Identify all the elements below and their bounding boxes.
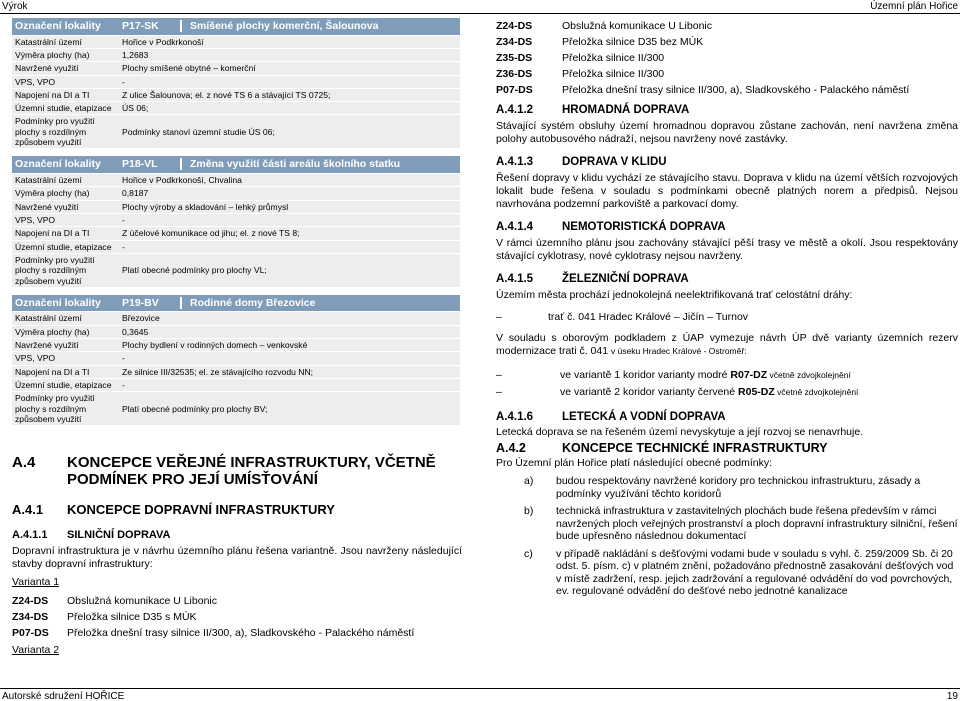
item-letter: c) [524, 547, 533, 560]
route-text: Přeložka silnice II/300 [562, 52, 665, 64]
list-item [12, 609, 462, 625]
footer-author: Autorské sdružení HOŘICE [2, 691, 125, 701]
row-key: Územní studie, etapizace [12, 102, 119, 115]
item-letter: b) [524, 505, 534, 517]
heading-number: A.4.2 [496, 441, 526, 455]
row-value: Hořice v Podkrkonoší [119, 35, 460, 48]
route-text: Přeložka dnešní trasy silnice II/300, a), Sladkovského - Palackého náměstí [562, 84, 910, 96]
list-item [496, 18, 958, 34]
section-a4 [12, 454, 462, 656]
conditions-list [496, 475, 958, 598]
table-row [12, 62, 460, 75]
route-text: Přeložka silnice D35 s MÚK [67, 610, 197, 623]
item-text: ve variantě 1 koridor varianty modré [560, 369, 731, 381]
locality-name: Smíšené plochy komerční, Šalounova [180, 20, 378, 32]
paragraph-a42: Pro Územní plán Hořice platí následující obecné podmínky: [496, 457, 773, 469]
route-code: Z34-DS [496, 36, 533, 48]
table-row [12, 253, 460, 287]
heading-number: A.4.1.3 [496, 156, 534, 168]
heading-a42 [496, 441, 958, 456]
table-row [12, 312, 460, 325]
heading-a41 [12, 502, 462, 517]
variant-1-routes [12, 593, 462, 641]
row-key: Katastrální území [12, 312, 119, 325]
locality-table-p19 [12, 295, 460, 426]
heading-number: A.4.1.5 [496, 273, 534, 285]
heading-number: A.4.1.2 [496, 104, 534, 116]
table-row [12, 75, 460, 88]
list-item [12, 625, 462, 641]
row-key: Podmínky pro využití plochy s rozdílným způsobem využití [12, 115, 119, 149]
locality-label: Označení lokality [12, 18, 119, 35]
route-text: Přeložka silnice II/300 [562, 68, 665, 80]
page-footer [0, 688, 960, 701]
paragraph-text: V souladu s oborovým podkladem z ÚAP vymezuje návrh ÚP dvě varianty územních rezerv modernizace trati č. 041 [496, 332, 958, 357]
row-value: Plochy smíšené obytné – komerční [119, 62, 460, 75]
table-row [12, 227, 460, 240]
paragraph-a413: Řešení dopravy v klidu vychází ze stávajícího stavu. Doprava v klidu na území větších rozvojových lokalit bude řešena v souladu s podmínkami obecně platných norem a předpisů. Nejsou navrhována podzemní parkoviště a parkovací domy. [496, 172, 958, 210]
item-text: budou respektovány navržené koridory pro technickou infrastrukturu, zásady a podmínky využívání těchto koridorů [556, 475, 921, 500]
row-key: Katastrální území [12, 35, 119, 48]
heading-a415 [496, 273, 958, 286]
row-value: Ze silnice III/32535; el. ze stávajícího rozvodu NN; [119, 365, 460, 378]
list-item [12, 593, 462, 609]
list-item [496, 548, 958, 598]
row-key: Výměra plochy (ha) [12, 187, 119, 200]
row-value: - [119, 213, 460, 226]
variant-1-title: Varianta 1 [12, 576, 60, 588]
row-key: Podmínky pro využití plochy s rozdílným způsobem využití [12, 253, 119, 287]
table-row [12, 174, 460, 187]
heading-title: KONCEPCE TECHNICKÉ INFRASTRUKTURY [562, 441, 828, 455]
row-key: Územní studie, etapizace [12, 240, 119, 253]
left-column [12, 18, 462, 656]
heading-title: DOPRAVA V KLIDU [562, 156, 667, 168]
row-value: Z ulice Šalounova; el. z nové TS 6 a stávající TS 0725; [119, 88, 460, 101]
heading-title: NEMOTORISTICKÁ DOPRAVA [562, 221, 726, 233]
paragraph-a412: Stávající systém obsluhy území hromadnou dopravou zůstane zachován, není navržena změna polohy autobusového nádraží, nejsou navrženy nové zastávky. [496, 120, 958, 145]
table-row [12, 240, 460, 253]
row-key: Výměra plochy (ha) [12, 325, 119, 338]
row-key: Výměra plochy (ha) [12, 48, 119, 61]
row-key: Napojení na DI a TI [12, 365, 119, 378]
row-key: Napojení na DI a TI [12, 88, 119, 101]
route-code: Z34-DS [12, 610, 49, 623]
row-key: Navržené využití [12, 62, 119, 75]
row-value: 1,2683 [119, 48, 460, 61]
list-item [496, 50, 958, 66]
locality-header [12, 18, 460, 35]
locality-header [12, 295, 460, 312]
route-text: Přeložka dnešní trasy silnice II/300, a), Sladkovského - Palackého náměstí [67, 626, 415, 639]
list-item [496, 82, 958, 98]
page-number: 19 [946, 691, 958, 701]
table-row [12, 48, 460, 61]
heading-a412 [496, 104, 958, 117]
heading-title: SILNIČNÍ DOPRAVA [67, 529, 171, 541]
list-item [496, 310, 958, 324]
route-text: Přeložka silnice D35 bez MÚK [562, 36, 704, 48]
row-value: Plochy výroby a skladování – lehký průmysl [119, 200, 460, 213]
right-column [496, 18, 958, 598]
item-code: R07-DZ [730, 369, 768, 381]
paragraph-a415b [496, 332, 958, 358]
row-value: Platí obecné podmínky pro plochy BV; [119, 392, 460, 426]
list-item [496, 475, 958, 500]
row-key: Napojení na DI a TI [12, 227, 119, 240]
heading-a416 [496, 411, 958, 424]
list-item [496, 368, 958, 382]
heading-number: A.4.1.6 [496, 411, 534, 423]
list-item [496, 385, 958, 399]
locality-code: P17-SK [122, 20, 159, 32]
locality-code: P18-VL [122, 158, 158, 171]
item-text: v případě nakládání s dešťovými vodami bude v souladu s vyhl. č. 259/2009 Sb. či 20 odst. 5. písm. c) v platném znění, požadováno přednostně zasakování dešťových vod v místě zadržení, resp. jejich zadržování a regulované odvádění do vod povrchových, ev. regulované odvádění do dešťové nebo jednotné kanalizace [556, 547, 954, 597]
paragraph-a414: V rámci územního plánu jsou zachovány stávající pěší trasy ve městě a okolí. Jsou respektovány stávající cyklotrasy, nové cyklotrasy nejsou navrženy. [496, 237, 958, 262]
row-key: VPS, VPO [12, 352, 119, 365]
list-item [496, 505, 958, 543]
heading-number: A.4.1.1 [12, 529, 48, 541]
route-text: Obslužná komunikace U Libonic [562, 20, 712, 32]
route-code: Z35-DS [496, 52, 533, 64]
heading-title: ŽELEZNIČNÍ DOPRAVA [562, 273, 689, 285]
item-suffix: včetně zdvojkolejnění [767, 370, 851, 380]
row-value: Březovice [119, 312, 460, 325]
paragraph-a416: Letecká doprava se na řešeném území nevyskytuje a její rozvoj se nenavrhuje. [496, 426, 864, 438]
row-key: Územní studie, etapizace [12, 378, 119, 391]
row-key: VPS, VPO [12, 213, 119, 226]
row-value: Z účelové komunikace od jihu; el. z nové TS 8; [119, 227, 460, 240]
route-code: Z36-DS [496, 68, 533, 80]
route-code: P07-DS [496, 84, 533, 96]
list-item [496, 34, 958, 50]
locality-table-p18 [12, 156, 460, 287]
item-letter: a) [524, 475, 534, 487]
row-key: Navržené využití [12, 200, 119, 213]
heading-a414 [496, 221, 958, 234]
row-value: Podmínky stanoví územní studie ÚS 06; [119, 115, 460, 149]
locality-code: P19-BV [122, 296, 159, 309]
table-row [12, 88, 460, 101]
locality-name: Rodinné domy Březovice [180, 297, 315, 309]
heading-number: A.4.1.4 [496, 221, 534, 233]
dash-marker: – [496, 311, 502, 323]
route-code: Z24-DS [496, 20, 533, 32]
row-key: VPS, VPO [12, 75, 119, 88]
row-value: - [119, 75, 460, 88]
table-row [12, 352, 460, 365]
row-key: Katastrální území [12, 174, 119, 187]
table-row [12, 102, 460, 115]
row-value: - [119, 240, 460, 253]
heading-a411 [12, 529, 462, 542]
heading-number: A.4 [12, 454, 36, 471]
table-row [12, 35, 460, 48]
heading-title: KONCEPCE VEŘEJNÉ INFRASTRUKTURY, VČETNĚ PODMÍNEK PRO JEJÍ UMÍSŤOVÁNÍ [67, 454, 436, 488]
route-text: Obslužná komunikace U Libonic [67, 594, 217, 607]
row-value: ÚS 06; [119, 102, 460, 115]
table-row [12, 115, 460, 149]
row-value: Hořice v Podkrkonoší, Chvalina [119, 174, 460, 187]
row-value: 0,3645 [119, 325, 460, 338]
heading-title: LETECKÁ A VODNÍ DOPRAVA [562, 411, 726, 423]
dash-marker: – [496, 369, 502, 381]
table-row [12, 213, 460, 226]
header-document-title: Územní plán Hořice [870, 1, 958, 12]
dash-marker: – [496, 386, 502, 398]
heading-number: A.4.1 [12, 502, 44, 517]
rail-line-text: trať č. 041 Hradec Králové – Jičín – Turnov [548, 311, 749, 323]
heading-a413 [496, 156, 958, 169]
list-item [496, 66, 958, 82]
row-value: - [119, 378, 460, 391]
table-row [12, 200, 460, 213]
table-row [12, 365, 460, 378]
table-row [12, 339, 460, 352]
row-key: Podmínky pro využití plochy s rozdílným způsobem využití [12, 392, 119, 426]
locality-name: Změna využití části areálu školního statku [180, 158, 400, 170]
table-row [12, 325, 460, 338]
locality-header [12, 156, 460, 173]
page-header [0, 0, 960, 14]
variant-2-title: Varianta 2 [12, 643, 60, 656]
locality-label: Označení lokality [12, 295, 119, 312]
heading-a4 [12, 454, 462, 488]
paragraph-a411: Dopravní infrastruktura je v návrhu územního plánu řešena variantně. Jsou navrženy následující stavby dopravní infrastruktury: [12, 545, 462, 570]
item-text: ve variantě 2 koridor varianty červené [560, 386, 739, 398]
paragraph-a415: Územím města prochází jednokolejná neelektrifikovaná trať celostátní dráhy: [496, 289, 853, 301]
row-value: Plochy bydlení v rodinných domech – venkovské [119, 339, 460, 352]
item-code: R05-DZ [738, 386, 775, 398]
row-key: Navržené využití [12, 339, 119, 352]
row-value: Platí obecné podmínky pro plochy VL; [119, 253, 460, 287]
route-code: P07-DS [12, 626, 49, 639]
row-value: 0,8187 [119, 187, 460, 200]
variant-2-routes [496, 18, 958, 98]
heading-title: KONCEPCE DOPRAVNÍ INFRASTRUKTURY [67, 502, 335, 517]
route-code: Z24-DS [12, 594, 49, 607]
heading-title: HROMADNÁ DOPRAVA [562, 104, 690, 116]
locality-table-p17 [12, 18, 460, 149]
paragraph-small-text: v úseku Hradec Králové - Ostroměř: [610, 346, 747, 356]
item-text: technická infrastruktura v zastavitelných plochách bude řešena především v rámci navržených ploch veřejných prostranství a ploch dopravní infrastruktury silniční, řešení bude upřesněno následnou dokumentací [556, 505, 958, 542]
table-row [12, 392, 460, 426]
header-section-label: Výrok [2, 1, 28, 12]
locality-label: Označení lokality [12, 156, 119, 173]
table-row [12, 187, 460, 200]
row-value: - [119, 352, 460, 365]
table-row [12, 378, 460, 391]
item-suffix: včetně zdvojkolejnění [774, 387, 859, 397]
